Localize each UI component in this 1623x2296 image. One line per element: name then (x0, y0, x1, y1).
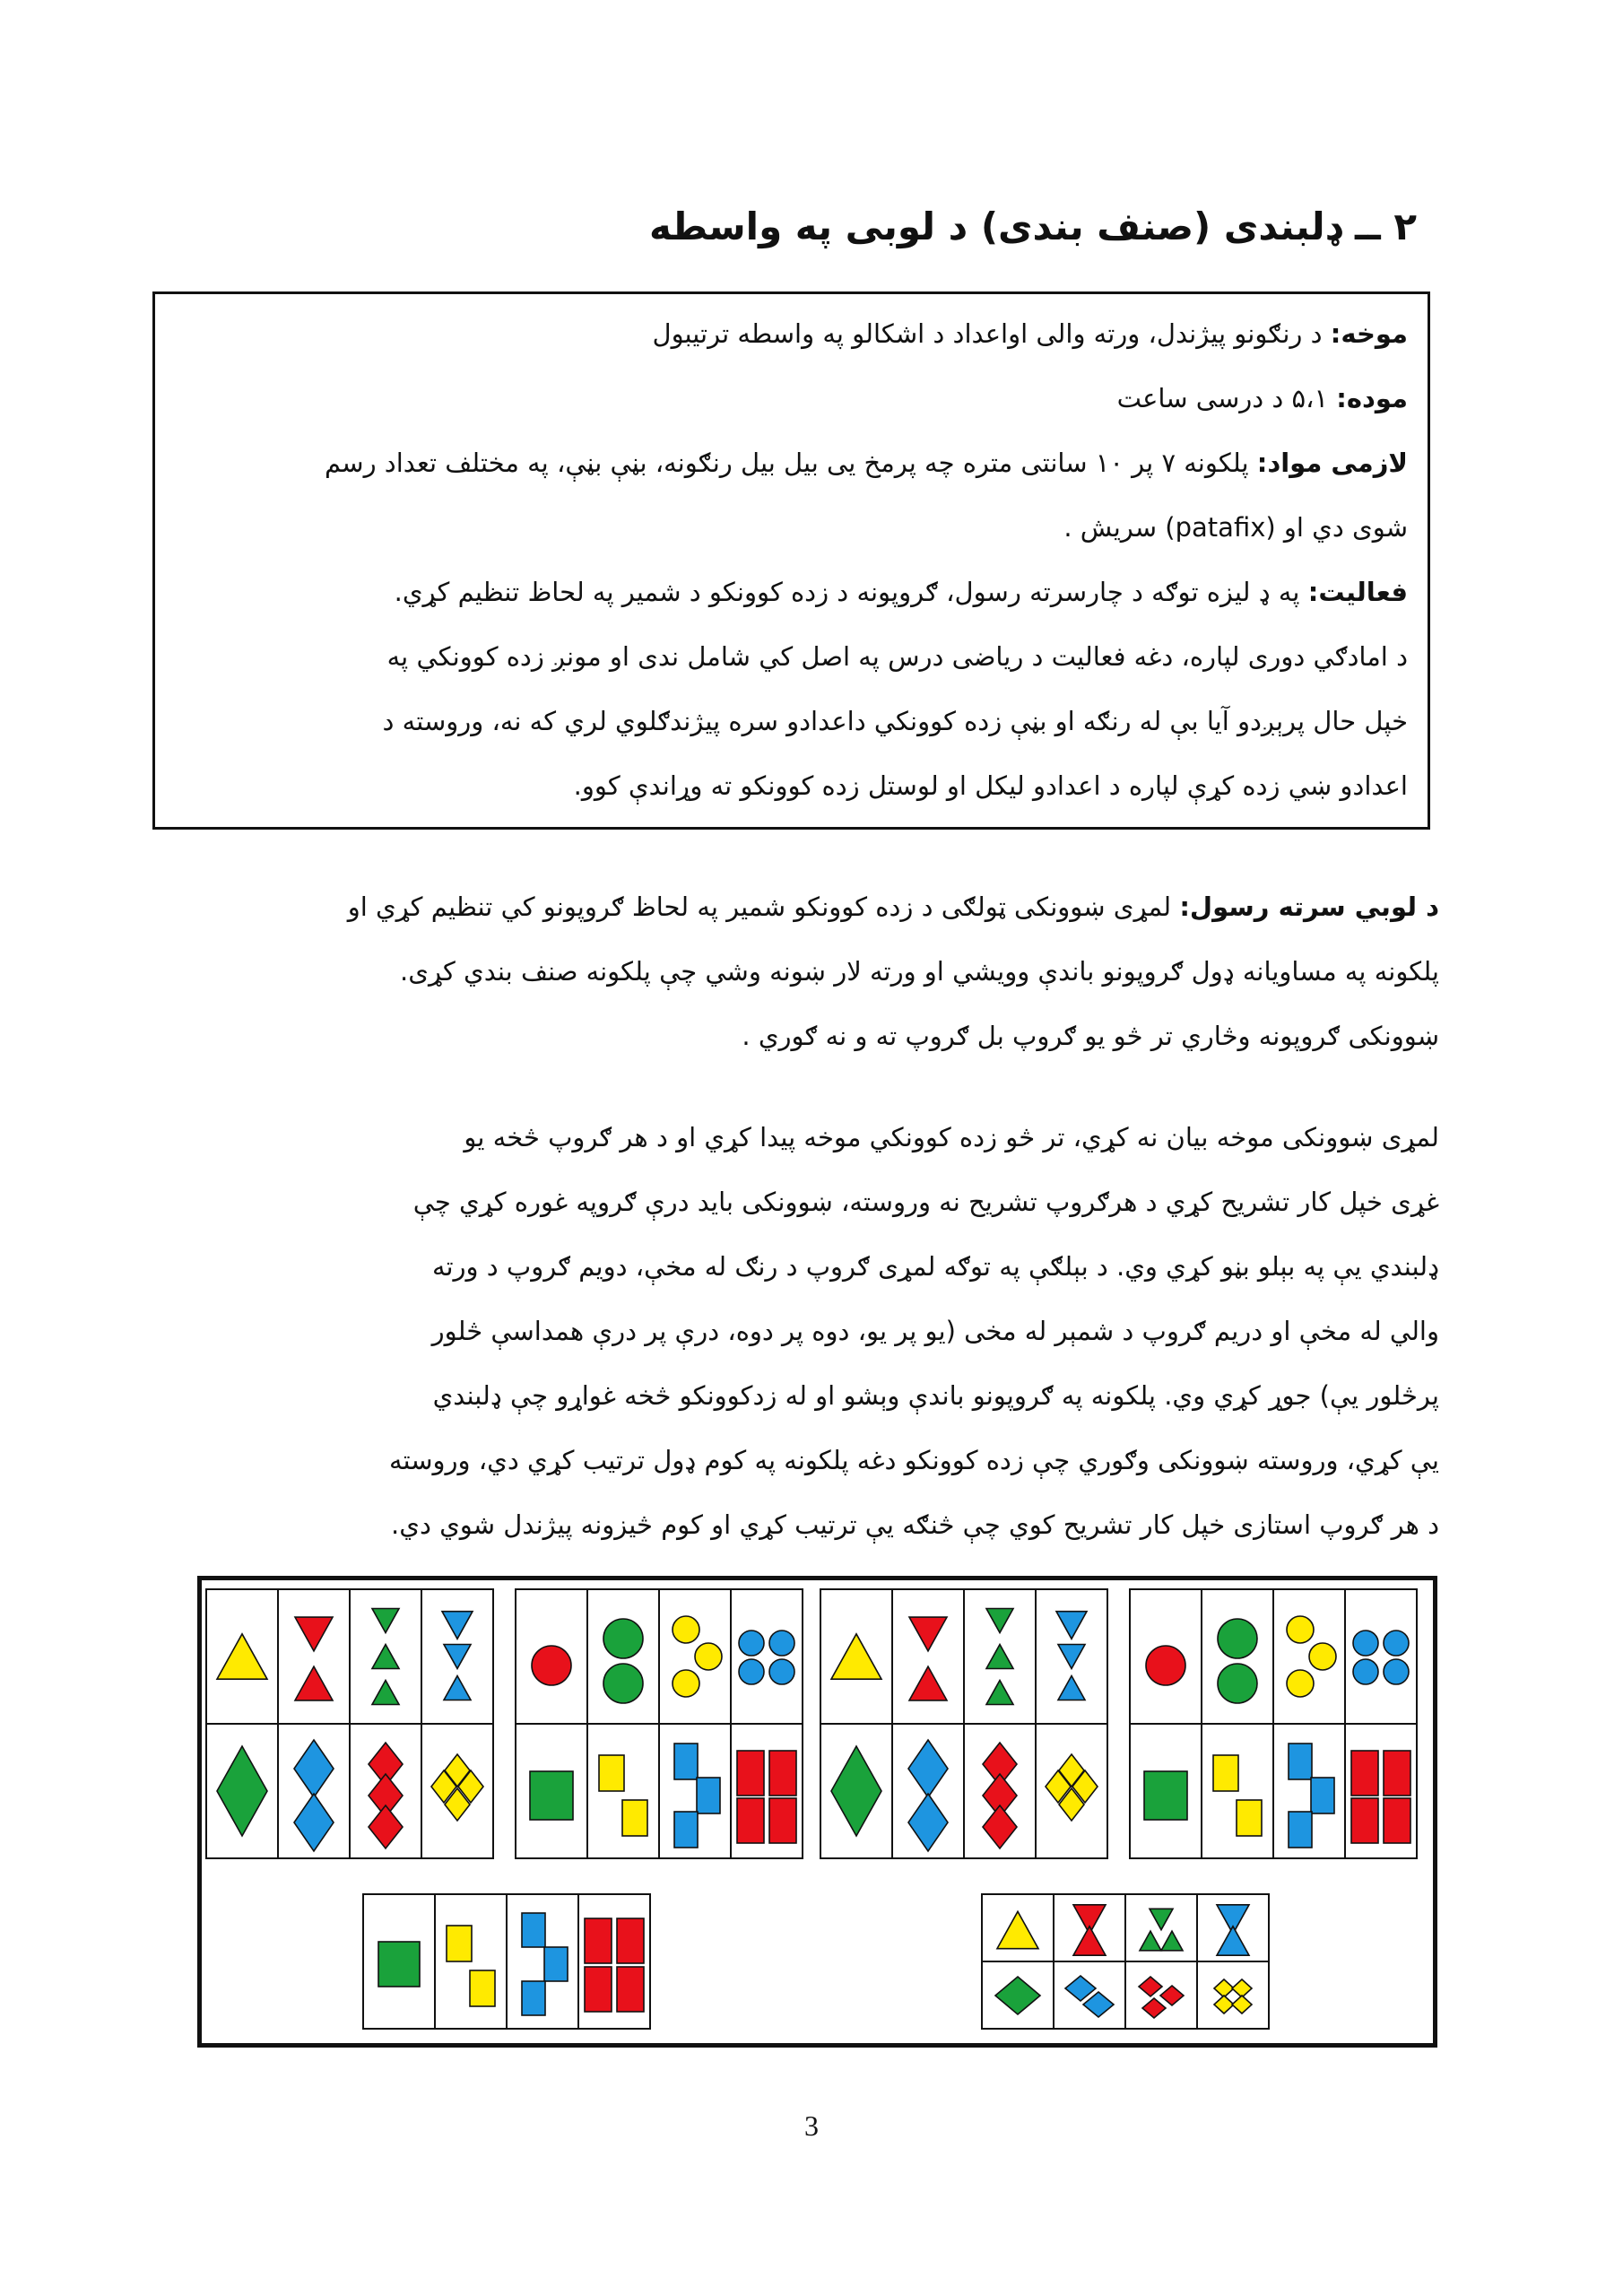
rectangle-shape (737, 1751, 764, 1796)
circle-shape (1309, 1643, 1336, 1670)
circle-shape (1218, 1664, 1257, 1703)
activity-text: په ډ لیزه توګه د چارسرته رسول، ګروپونه د زده کوونکو د شمیر په لحاظ تنظیم کړي. (394, 577, 1308, 607)
circle-shape (1287, 1616, 1314, 1643)
rectangle-shape (530, 1771, 573, 1820)
card (1197, 1961, 1269, 2029)
rectangle-shape (599, 1755, 624, 1791)
activity-line-3: خپل حال پرېږدو آیا بې له رنګه او بڼې زده کوونکي داعدادو سره پیژندګلوي لري که نه، وروسته د (382, 706, 1408, 736)
paragraph-line: یې کړي، وروسته ښوونکی وګوري چې زده کوونکو دغه پلکونه په کوم ډول ترتیب کړي دي، وروسته (388, 1445, 1439, 1475)
procedure-text: لمړی ښوونکی ټولګی د زده کوونکو شمیر په لحاظ ګروپونو کي تنظیم کړي او (347, 891, 1180, 922)
page-number: 3 (804, 2109, 819, 2142)
activity-line-2: د امادګي دوری لپاره، دغه فعالیت د ریاضی درس په اصل کي شامل ندی او مونږ زده کوونکي په (386, 641, 1408, 672)
paragraph-line: غړی خپل کار تشریح کړي د هرګروپ تشریح نه وروسته، ښوونکی باید درې ګروپه غوره کړي چې (412, 1187, 1439, 1217)
lesson-info-box (152, 291, 1430, 830)
rectangle-shape (622, 1800, 647, 1836)
card (1054, 1961, 1125, 2029)
paragraph-line: والي له مخې او دریم ګروپ د شمېر له مخی (یو پر یو، دوه پر دوه، درې پر درې همداسې څلور (431, 1316, 1439, 1346)
circle-shape (603, 1619, 643, 1658)
rectangle-shape (1384, 1798, 1410, 1843)
circle-shape (695, 1643, 722, 1670)
circle-shape (1287, 1670, 1314, 1697)
card (892, 1589, 964, 1724)
circle-shape (1353, 1659, 1378, 1684)
rectangle-shape (522, 1981, 545, 2015)
rectangle-shape (674, 1744, 698, 1779)
card (731, 1589, 803, 1724)
rectangle-shape (470, 1970, 495, 2006)
rectangle-shape (769, 1798, 796, 1843)
circle-shape (1353, 1631, 1378, 1656)
card (1345, 1589, 1417, 1724)
topic-text: د رنګونو پیژندل، ورته والی اواعداد د اشکالو په واسطه ترتیبول (652, 318, 1331, 349)
circle-shape (769, 1631, 794, 1656)
circle-shape (739, 1631, 764, 1656)
shape-cards-illustration (202, 1580, 1433, 2043)
rectangle-shape (378, 1942, 420, 1987)
duration-text: ۵،۱ د درسی ساعت (1116, 383, 1337, 413)
activity-label: فعالیت: (1307, 577, 1408, 607)
rectangle-shape (1289, 1812, 1312, 1848)
materials-label: لازمی مواد: (1256, 448, 1408, 478)
rectangle-shape (1351, 1798, 1378, 1843)
circle-shape (673, 1670, 699, 1697)
circle-shape (1146, 1646, 1185, 1685)
rectangle-shape (737, 1798, 764, 1843)
circle-shape (1384, 1659, 1409, 1684)
rectangle-shape (447, 1926, 472, 1961)
circle-shape (603, 1664, 643, 1703)
rectangle-shape (1213, 1755, 1238, 1791)
rectangle-shape (617, 1967, 644, 2012)
rectangle-shape (617, 1918, 644, 1963)
activity-line-4: اعدادو ښي زده کړې لپاره د اعدادو لیکل او لوستل زده کوونکو ته وړاندې کوو. (573, 770, 1408, 801)
rectangle-shape (769, 1751, 796, 1796)
procedure-label: د لوبي سرته رسول: (1179, 891, 1439, 922)
rectangle-shape (697, 1778, 720, 1813)
circle-shape (673, 1616, 699, 1643)
materials-text: پلکونه ۷ پر ۱۰ سانتی متره چه پرمخ یی بیل بیل رنګونه، بڼې بڼې، په مختلف تعداد رسم (324, 448, 1257, 478)
paragraph-line: د هر ګروپ استازی خپل کار تشریح کوي چې څنګه یې ترتیب کړي او کوم څیزونه پیژندل شوي دي. (391, 1509, 1439, 1540)
grouping-explanation-paragraph (197, 1105, 1439, 1557)
activity-line (175, 560, 1408, 624)
rectangle-shape (1237, 1800, 1262, 1836)
paragraph-line: ډلبندي یې په بېلو بڼو کړي وي. د بېلګې په توګه لمړی ګروپ د رنګ له مخې، دویم ګروپ د ورته (431, 1251, 1439, 1282)
card (278, 1589, 350, 1724)
paragraph-line: لمړی ښوونکی موخه بیان نه کړي، تر څو زده کوونکي موخه پیدا کړي او د هر ګروپ څخه یو (464, 1122, 1439, 1152)
rectangle-shape (1384, 1751, 1410, 1796)
duration-line (175, 366, 1408, 430)
section-heading: ۲ ــ ډلبندی (صنف بندی) د لوبی په واسطه (648, 204, 1417, 248)
paragraph-line: ښوونکی ګروپونه وڅاري تر څو یو ګروپ بل ګروپ ته و نه ګوري . (742, 1021, 1439, 1051)
shape-cards-figure (197, 1576, 1437, 2048)
rectangle-shape (585, 1918, 612, 1963)
rectangle-shape (1289, 1744, 1312, 1779)
paragraph-line: پلکونه په مساویانه ډول ګروپونو باندې وویشي او ورته لار ښونه وشي چې پلکونه صنف بندي کړی. (400, 956, 1439, 987)
paragraph-line: پرڅلور یې) جوړ کړي وي. پلکونه په ګروپونو باندې وېشو او له زدکوونکو څخه غواړو چې ډلبندي (432, 1380, 1439, 1411)
rectangle-shape (1311, 1778, 1334, 1813)
topic-line (175, 301, 1408, 366)
rectangle-shape (544, 1947, 568, 1981)
circle-shape (532, 1646, 571, 1685)
paragraph-line (197, 874, 1439, 939)
circle-shape (769, 1659, 794, 1684)
circle-shape (1218, 1619, 1257, 1658)
rectangle-shape (522, 1913, 545, 1947)
rectangle-shape (674, 1812, 698, 1848)
circle-shape (739, 1659, 764, 1684)
rectangle-shape (1351, 1751, 1378, 1796)
circle-shape (1384, 1631, 1409, 1656)
materials-line-2: شوی دي او (patafix) سریش . (1063, 512, 1408, 543)
rectangle-shape (585, 1967, 612, 2012)
duration-label: موده: (1336, 383, 1408, 413)
rectangle-shape (1144, 1771, 1187, 1820)
materials-line (175, 430, 1408, 495)
topic-label: موخه: (1330, 318, 1408, 349)
game-procedure-paragraph (197, 874, 1439, 1068)
